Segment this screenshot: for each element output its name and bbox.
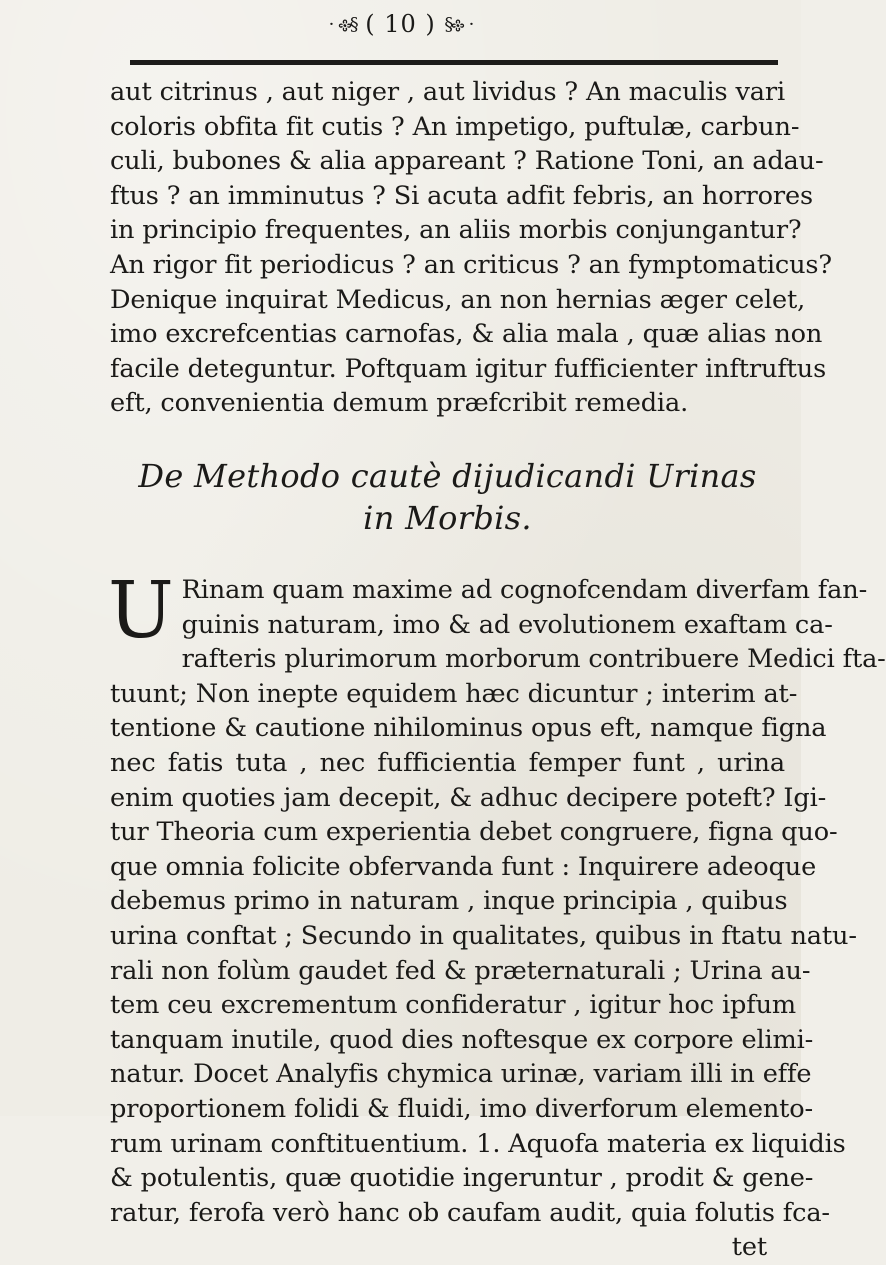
heading-line-2: in Morbis. [363,499,532,537]
text-line: urina conftat ; Secundo in qualitates, quibus in ftatu natu- [110,920,857,951]
heading-line-1: De Methodo cautè dijudicandi Urinas [138,457,757,495]
text-line: tem ceu excrementum confideratur , igitur hoc ipfum [110,990,797,1021]
text-line: An rigor fit periodicus ? an criticus ? an fymptomaticus? [110,249,832,280]
right-ornament: §𐫱· [338,14,473,35]
text-line: debemus primo in naturam , inque principia , quibus [110,886,788,917]
text-line: aut citrinus , aut niger , aut lividus ? An maculis vari [110,77,785,107]
text-line: rum urinam conftituentium. 1. Aquofa materia ex liquidis [110,1128,846,1159]
text-line: proportionem folidi & fluidi, imo diverforum elemento- [110,1093,814,1124]
page-header [0,10,801,38]
text-line: eft, convenientia demum præfcribit remedia. [110,388,689,419]
text-line: coloris obfita fit cutis ? An impetigo, puftulæ, carbun- [110,111,800,142]
text-line: nec fatis tuta , nec fufficientia femper funt , urina [110,747,785,778]
text-line: culi, bubones & alia appareant ? Ratione Toni, an adau- [110,146,824,177]
text-line: ratur, ferofa verò hanc ob caufam audit, quia folutis fca- [110,1197,830,1228]
section-heading [110,455,785,539]
paragraph-main [108,566,886,1265]
text-line: tanquam inutile, quod dies noftesque ex corpore elimi- [110,1024,814,1055]
text-line: enim quoties jam decepit, & adhuc decipere poteft? Igi- [110,782,827,813]
text-line: imo excrefcentias carnofas, & alia mala , quæ alias non [110,319,823,350]
text-line: Denique inquirat Medicus, an non hernias æger celet, [110,284,806,315]
text-line: rafteris plurimorum morborum contribuere Medici fta- [181,644,886,675]
left-ornament: ·𐫱§ [328,14,463,35]
paragraph-continuation [110,75,832,421]
catchword: tet [731,1232,767,1263]
text-line: tuunt; Non inepte equidem hæc dicuntur ; interim at- [110,678,798,709]
text-line: rali non folùm gaudet fed & præternaturali ; Urina au- [110,955,811,986]
drop-cap: U [108,566,174,656]
text-line: que omnia folicite obfervanda funt : Inquirere adeoque [110,851,817,882]
text-line: ftus ? an imminutus ? Si acuta adfit febris, an horrores [110,180,813,211]
text-line: Rinam quam maxime ad cognofcendam diverfam fan- [181,575,868,605]
text-line: tentione & cautione nihilominus opus eft, namque figna [110,713,827,744]
text-line: guinis naturam, imo & ad evolutionem exaftam ca- [181,609,833,640]
text-line: in principio frequentes, an aliis morbis conjungantur? [110,215,802,246]
text-line: facile deteguntur. Poftquam igitur fufficienter inftruftus [110,353,827,384]
text-line: natur. Docet Analyfis chymica urinæ, variam illi in effe [110,1059,812,1090]
text-line: & potulentis, quæ quotidie ingeruntur , prodit & gene- [110,1163,814,1194]
header-rule [130,60,778,65]
page-number: ( 10 ) [365,10,436,38]
text-line: tur Theoria cum experientia debet congruere, figna quo- [110,817,838,848]
